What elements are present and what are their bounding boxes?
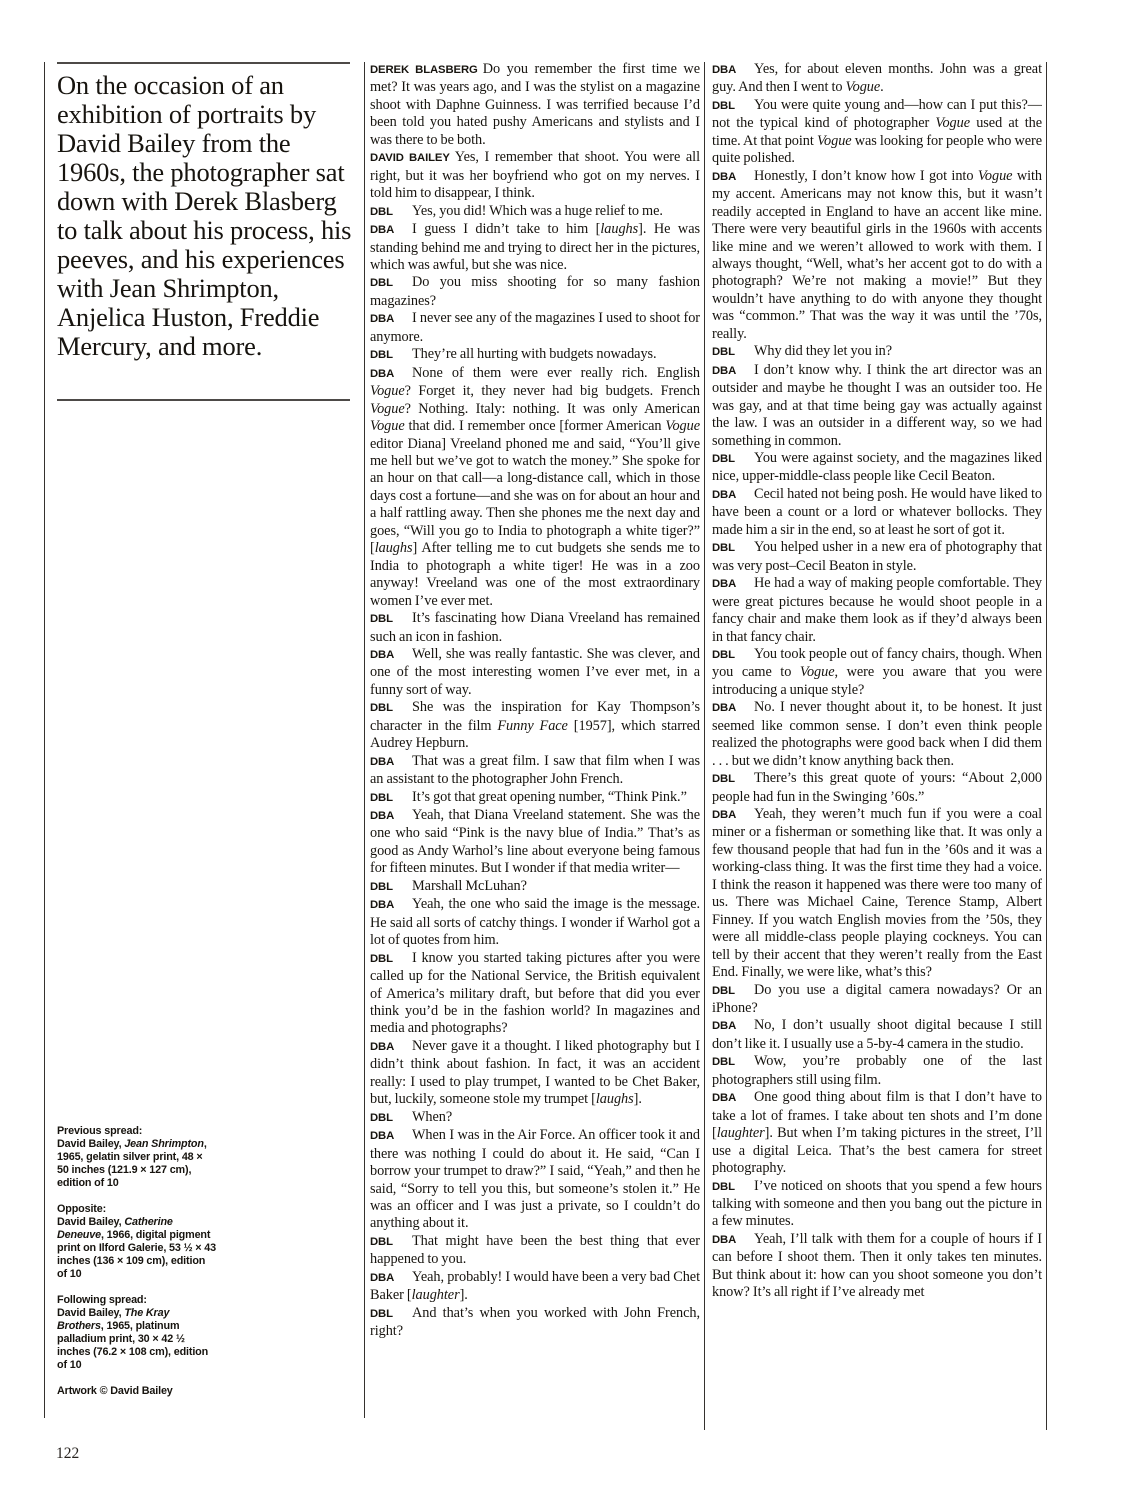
italic-text: Vogue	[935, 115, 971, 132]
speaker-label: DBL	[712, 984, 735, 997]
speaker-label: DBL	[370, 277, 393, 290]
artwork-captions-block	[57, 1125, 217, 1398]
interview-paragraph	[712, 699, 1042, 770]
caption-item: Artwork © David Bailey	[57, 1385, 173, 1397]
interview-paragraph	[370, 896, 700, 949]
italic-text: Vogue	[370, 383, 405, 400]
interview-paragraph	[712, 1053, 1042, 1089]
speaker-label: DBA	[370, 899, 395, 912]
speaker-label: DBA	[712, 702, 737, 715]
italic-text: Vogue	[816, 132, 852, 149]
speaker-label: DBA	[712, 170, 737, 183]
speech-text: I never see any of the magazines I used to shoot for anymore.	[370, 310, 700, 345]
speech-text: She was the inspiration for Kay Thompson’s character in the film Funny Face [1957], which starred Audrey Hepburn.	[370, 699, 700, 752]
interview-paragraph	[712, 575, 1042, 646]
speech-text: I don’t know why. I think the art director was an outsider and maybe he thought I was an outsider too. He was gay, and at that time being gay was actually against the law. I was an outsider in a different way, so we had something in common.	[712, 361, 1042, 449]
speech-text: Yes, you did! Which was a huge relief to me.	[412, 202, 663, 219]
speaker-label: DBL	[712, 346, 735, 359]
interview-paragraph	[370, 878, 700, 896]
speech-text: No, I don’t usually shoot digital because I still don’t like it. I usually use a 5-by-4 camera in the studio.	[712, 1017, 1042, 1052]
speech-text: It’s got that great opening number, “Think Pink.”	[412, 788, 687, 805]
speech-text: One good thing about film is that I don’t have to take a lot of frames. I take about ten shots and I’m done [laughter]. But when I’m taking pictures in the street, I’ll use a digital Leica. That’s the best camera for street photography.	[712, 1089, 1042, 1177]
interview-paragraph	[370, 221, 700, 274]
speaker-label: DBL	[370, 791, 393, 804]
speech-text: That might have been the best thing that ever happened to you.	[370, 1232, 700, 1268]
italic-text: laughter	[411, 1287, 460, 1304]
interview-column-2	[712, 61, 1042, 1435]
page-number: 122	[56, 1445, 80, 1462]
speech-text: Marshall McLuhan?	[412, 877, 527, 894]
interview-paragraph	[370, 1109, 700, 1127]
interview-paragraph	[712, 1231, 1042, 1302]
speaker-label: DBA	[712, 578, 737, 591]
italic-text: Vogue	[665, 418, 700, 435]
interview-paragraph	[712, 486, 1042, 539]
speech-text: I know you started taking pictures after you were called up for the National Service, the British equivalent of America’s military draft, but before that did you ever think you’d be in the fashion world? In magazines and media and photographs?	[370, 949, 700, 1037]
italic-text: Vogue	[799, 664, 835, 681]
interview-paragraph	[370, 61, 700, 149]
speaker-label: DBA	[370, 648, 395, 661]
speaker-label: DBL	[712, 452, 735, 465]
speaker-label: DBA	[370, 313, 395, 326]
speaker-label: DBA	[370, 224, 395, 237]
speech-text: I’ve noticed on shoots that you spend a few hours talking with someone and then you bang out the picture in a few minutes.	[712, 1177, 1042, 1230]
interview-paragraph	[370, 753, 700, 789]
speech-text: When I was in the Air Force. An officer took it and there was nothing I could do about it. He said, “Can I borrow your trumpet to draw?” I said, “Yeah,” and then he said, “Sorry to tell you this, but someone’s stolen it.” He was an officer and I was just a private, so I couldn’t do anything about it.	[370, 1127, 700, 1232]
column-rule-left	[364, 62, 365, 1418]
speaker-label: DBA	[712, 364, 737, 377]
speech-text: You took people out of fancy chairs, though. When you came to Vogue, were you aware that you were introducing a unique style?	[712, 645, 1042, 698]
interview-paragraph	[370, 950, 700, 1038]
italic-text: Funny Face	[497, 717, 568, 734]
interview-paragraph	[370, 646, 700, 699]
speaker-label: DBL	[712, 542, 735, 555]
speech-text: Why did they let you in?	[754, 343, 893, 360]
interview-paragraph	[370, 789, 700, 807]
speech-text: Yeah, probably! I would have been a very bad Chet Baker [laughter].	[370, 1268, 700, 1304]
speech-text: They’re all hurting with budgets nowadays.	[412, 346, 657, 363]
column-rule-right	[1046, 62, 1047, 1430]
interview-paragraph	[712, 1089, 1042, 1177]
interview-paragraph	[370, 149, 700, 202]
interview-paragraph	[370, 203, 700, 221]
speaker-label: DBA	[712, 1092, 737, 1105]
speech-text: And that’s when you worked with John French, right?	[370, 1304, 700, 1340]
interview-paragraph	[370, 365, 700, 610]
intro-deck-text: On the occasion of an exhibition of portraits by David Bailey from the 1960s, the photographer sat down with Derek Blasberg to talk about his process, his peeves, and his experiences with Jean Shrimpton, Anjelica Huston, Freddie Mercury, and more.	[57, 70, 352, 361]
interview-paragraph	[712, 61, 1042, 97]
speaker-label: DBA	[370, 1271, 395, 1284]
speaker-label: DBL	[370, 702, 393, 715]
speech-text: It’s fascinating how Diana Vreeland has remained such an icon in fashion.	[370, 610, 700, 645]
speaker-label: DBL	[370, 1307, 393, 1320]
interview-paragraph	[370, 610, 700, 646]
speaker-label: DBL	[712, 648, 735, 661]
speech-text: You were against society, and the magazines liked nice, upper-middle-class people like Cecil Beaton.	[712, 449, 1042, 485]
speaker-label: DEREK BLASBERG	[370, 64, 478, 76]
speaker-label: DBL	[370, 952, 393, 965]
interview-paragraph	[712, 362, 1042, 450]
italic-text: Vogue	[977, 167, 1013, 184]
speaker-label: DBA	[712, 809, 737, 822]
interview-paragraph	[370, 1127, 700, 1233]
interview-paragraph	[370, 310, 700, 346]
speaker-label: DBL	[370, 880, 393, 893]
speaker-label: DAVID BAILEY	[370, 152, 450, 165]
speech-text: Yeah, the one who said the image is the message. He said all sorts of catchy things. I wonder if Warhol got a lot of quotes from him.	[370, 896, 700, 949]
interview-paragraph	[712, 806, 1042, 982]
speaker-label: DBA	[370, 810, 395, 823]
italic-text: The Kray Brothers	[57, 1307, 170, 1332]
speech-text: You were quite young and—how can I put this?—not the typical kind of photographer Vogue used at the time. At that point Vogue was looking for people who were quite polished.	[712, 96, 1042, 167]
speaker-label: DBL	[370, 205, 393, 218]
speech-text: Do you use a digital camera nowadays? Or an iPhone?	[712, 981, 1042, 1017]
italic-text: Vogue	[370, 400, 405, 417]
italic-text: Catherine Deneuve	[57, 1216, 173, 1241]
speaker-label: DBL	[370, 349, 393, 362]
intro-rule-bottom	[57, 399, 350, 401]
interview-paragraph	[370, 1269, 700, 1305]
interview-paragraph	[370, 699, 700, 752]
interview-paragraph	[370, 1305, 700, 1341]
interview-paragraph	[712, 168, 1042, 344]
italic-text: laughs	[374, 540, 413, 557]
speaker-label: DBA	[370, 1130, 395, 1143]
caption-item: Opposite: David Bailey, Catherine Deneuve, 1966, digital pigment print on Ilford Galerie, 53 ½ × 43 inches (136 × 109 cm), edition of 10	[57, 1203, 217, 1280]
speech-text: Yeah, that Diana Vreeland statement. She was the one who said “Pink is the navy blue of India.” That’s as good as Andy Warhol’s line about everyone being famous for fifteen minutes. But I wonder if that media writer—	[370, 807, 700, 877]
speaker-label: DBA	[712, 64, 737, 76]
interview-paragraph	[712, 343, 1042, 361]
speech-text: Never gave it a thought. I liked photography but I didn’t think about fashion. In fact, it was an accident really: I used to play trumpet, I wanted to be Chet Baker, but, luckily, someone stole my trumpet [laughs].	[370, 1037, 700, 1108]
speech-text: Yeah, they weren’t much fun if you were a coal miner or a fisherman or something like that. It was only a few thousand people that had fun in the ’60s and it was a working-class thing. It was the first time they had a voice. I think the reason it happened was there were too many of us. There was Michael Caine, Terence Stamp, Albert Finney. If you watch English movies from the ’50s, they were all middle-class people playing cockneys. You can tell by their accent that they weren’t really from the East End. Finally, we were like, what’s this?	[712, 806, 1042, 981]
speech-text: No. I never thought about it, to be honest. It just seemed like common sense. I don’t even think people realized the photographs were good back when I did them . . . but we didn’t know anything back then.	[712, 699, 1042, 769]
speech-text: That was a great film. I saw that film when I was an assistant to the photographer John French.	[370, 752, 700, 788]
speaker-label: DBA	[712, 488, 737, 501]
caption-item: Following spread: David Bailey, The Kray Brothers, 1965, platinum palladium print, 30 × 42 ½ inches (76.2 × 108 cm), edition of 10	[57, 1294, 209, 1371]
speaker-label: DBL	[370, 1111, 393, 1124]
interview-paragraph	[712, 450, 1042, 486]
speech-text: Do you remember the first time we met? It was years ago, and I was the stylist on a magazine shoot with Daphne Guinness. I was terrified because I’d been told you hated pushy Americans and stylists and I was there to be both.	[370, 61, 700, 148]
interview-paragraph	[712, 97, 1042, 168]
interview-paragraph	[370, 346, 700, 364]
speech-text: He had a way of making people comfortable. They were great pictures because he would shoot people in a fancy chair and make them look as if they’d always been in that fancy chair.	[712, 575, 1042, 645]
intro-rule-top	[57, 62, 350, 64]
interview-paragraph	[370, 274, 700, 310]
speech-text: I guess I didn’t take to him [laughs]. He was standing behind me and trying to direct her in the pictures, which was awful, but she was nice.	[370, 221, 700, 273]
speaker-label: DBL	[712, 773, 735, 786]
caption-item: Previous spread: David Bailey, Jean Shrimpton, 1965, gelatin silver print, 48 × 50 inches (121.9 × 127 cm), edition of 10	[57, 1125, 207, 1189]
speaker-label: DBL	[370, 1235, 393, 1248]
speaker-label: DBL	[370, 613, 393, 626]
left-margin-rule	[44, 62, 45, 1418]
italic-text: Jean Shrimpton	[124, 1138, 204, 1150]
interview-paragraph	[712, 1017, 1042, 1053]
speaker-label: DBA	[712, 1233, 737, 1246]
italic-text: laughter	[716, 1125, 765, 1142]
interview-column-1	[370, 61, 700, 1435]
speaker-label: DBL	[712, 1180, 735, 1193]
speech-text: There’s this great quote of yours: “About 2,000 people had fun in the Swinging ’60s.”	[712, 770, 1042, 805]
speech-text: When?	[412, 1108, 453, 1125]
interview-paragraph	[712, 539, 1042, 575]
speaker-label: DBA	[370, 755, 395, 768]
speaker-label: DBA	[370, 367, 395, 380]
speaker-label: DBA	[370, 1040, 395, 1053]
italic-text: Vogue	[845, 79, 881, 96]
italic-text: laughs	[600, 221, 639, 238]
interview-paragraph	[370, 1038, 700, 1109]
column-rule-middle	[704, 62, 705, 1430]
speech-text: Yeah, I’ll talk with them for a couple of hours if I can before I shoot them. Then it only takes ten minutes. But think about it: how can you shoot someone you don’t know? It’s all right if I’ve already met	[712, 1230, 1042, 1301]
speech-text: Cecil hated not being posh. He would have liked to have been a count or a lord or whatever bollocks. They made him a sir in the end, so at least he sort of got it.	[712, 485, 1042, 538]
speaker-label: DBL	[712, 1056, 735, 1069]
speech-text: Well, she was really fantastic. She was clever, and one of the most interesting women I’ve ever met, in a funny sort of way.	[370, 645, 700, 698]
speaker-label: DBL	[712, 99, 735, 112]
interview-paragraph	[712, 1178, 1042, 1231]
speech-text: You helped usher in a new era of photography that was very post–Cecil Beaton in style.	[712, 539, 1042, 574]
speech-text: Do you miss shooting for so many fashion magazines?	[370, 274, 700, 309]
speaker-label: DBA	[712, 1020, 737, 1033]
interview-paragraph	[370, 807, 700, 878]
italic-text: Vogue	[370, 418, 405, 435]
interview-paragraph	[712, 770, 1042, 806]
speech-text: Wow, you’re probably one of the last photographers still using film.	[712, 1053, 1042, 1088]
interview-paragraph	[712, 982, 1042, 1018]
speech-text: Honestly, I don’t know how I got into Vogue with my accent. Americans may not know this, but it wasn’t readily accepted in England to have an accent like mine. There were very beautiful girls in the 1960s with accents like mine and we weren’t allowed to work with them. I always thought, “Well, what’s her accent got to do with a photograph? We’re not making a movie!” But they wouldn’t have anything to do with anyone they thought was “common.” That was the way it was until the ’70s, really.	[712, 167, 1042, 342]
interview-paragraph	[370, 1233, 700, 1269]
speech-text: None of them were ever really rich. English Vogue? Forget it, they never had big budgets. French Vogue? Nothing. Italy: nothing. It was only American Vogue that did. I remember once [former American Vogue editor Diana] Vreeland phoned me and said, “You’ll give me hell but we’ve got to watch the money.” She spoke for an hour on that call—a long-distance call, which in those days cost a fortune—and she was on for about an hour and a half rattling away. Then she phones me the next day and goes, “Will you go to India to photograph a white tiger?” [laughs] After telling me to cut budgets she sends me to India to photograph a white tiger! He was in a zoo anyway! Vreeland was one of the most extraordinary women I’ve ever met.	[370, 364, 700, 609]
italic-text: laughs	[595, 1091, 634, 1108]
interview-paragraph	[712, 646, 1042, 699]
speech-text: Yes, for about eleven months. John was a great guy. And then I went to Vogue.	[712, 61, 1042, 96]
speech-text: Yes, I remember that shoot. You were all right, but it was her boyfriend who got on my nerves. I told him to disappear, I think.	[370, 149, 700, 202]
